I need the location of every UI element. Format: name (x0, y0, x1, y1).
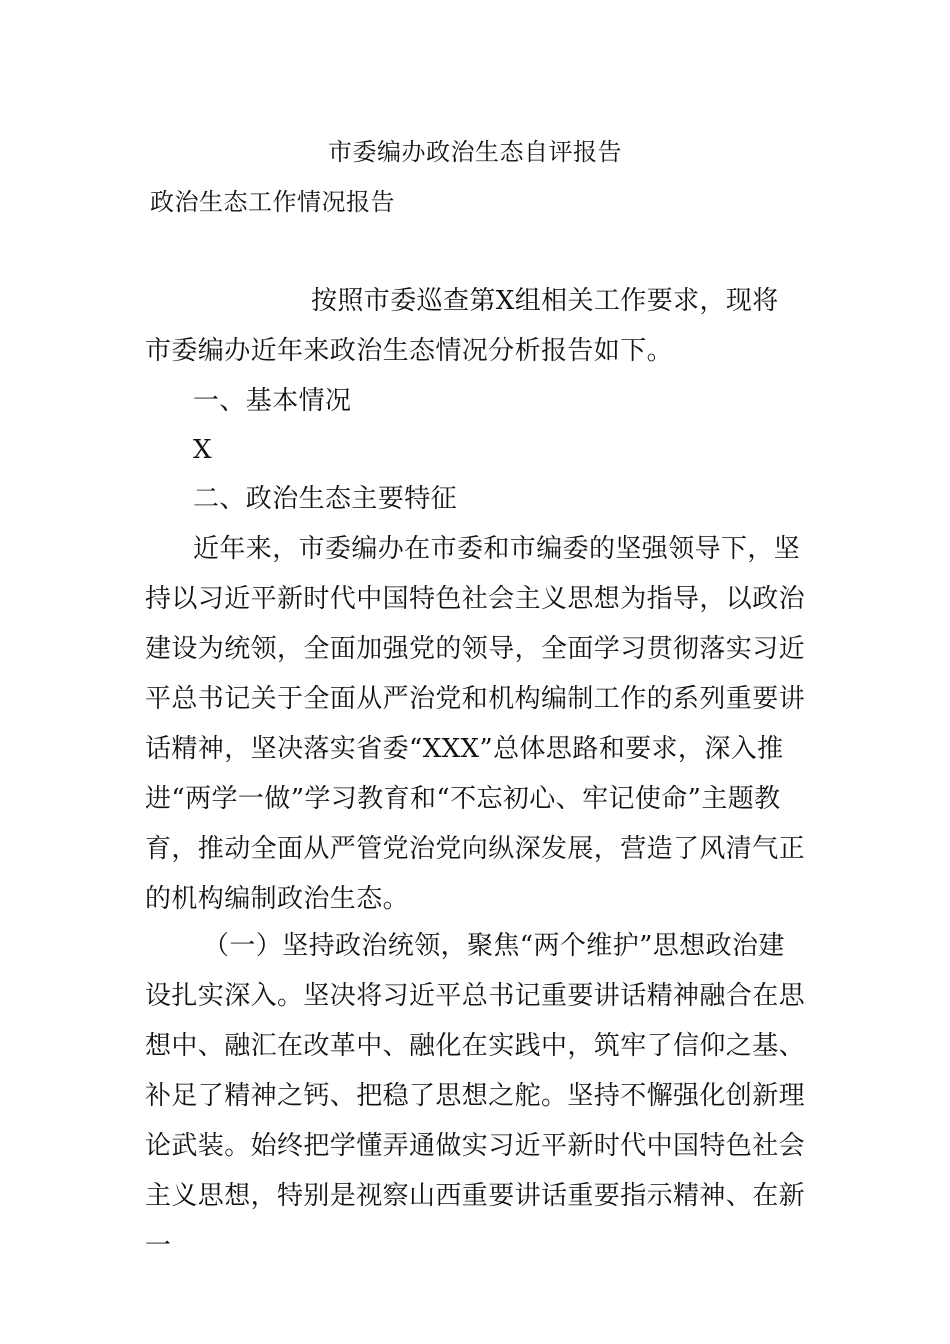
section-1-body-text: X (193, 435, 212, 465)
section-1-heading-text: 一、基本情况 (193, 386, 352, 416)
section-2-heading (145, 474, 805, 524)
section-2-heading-text: 二、政治生态主要特征 (193, 484, 458, 514)
body-paragraph-1-text: 近年来，市委编办在市委和市编委的坚强领导下，坚持以习近平新时代中国特色社会主义思想为指导，以政治建设为统领，全面加强党的领导，全面学习贯彻落实习近平总书记关于全面从严治党和机构编制工作的系列重要讲话精神，坚决落实省委“XXX”总体思路和要求，深入推进“两学一做”学习教育和“不忘初心、牢记使命”主题教育，推动全面从严管党治党向纵深发展，营造了风清气正的机构编制政治生态。 (145, 534, 806, 914)
document-title: 市委编办政治生态自评报告 (328, 138, 622, 166)
body-paragraph-2 (145, 921, 805, 1271)
section-1-body (145, 425, 805, 475)
body-paragraph-1 (145, 524, 805, 924)
intro-text: 按照市委巡查第X组相关工作要求，现将市委编办近年来政治生态情况分析报告如下。 (145, 286, 779, 366)
intro-paragraph (145, 276, 805, 376)
document-subtitle: 政治生态工作情况报告 (150, 188, 395, 216)
section-1-heading (145, 376, 805, 426)
body-paragraph-2-text: （一）坚持政治统领，聚焦“两个维护”思想政治建设扎实深入。坚决将习近平总书记重要讲话精神融合在思想中、融汇在改革中、融化在实践中，筑牢了信仰之基、补足了精神之钙、把稳了思想之舵。坚持不懈强化创新理论武装。始终把学懂弄通做实习近平新时代中国特色社会主义思想，特别是视察山西重要讲话重要指示精神、在新一 (145, 931, 806, 1261)
